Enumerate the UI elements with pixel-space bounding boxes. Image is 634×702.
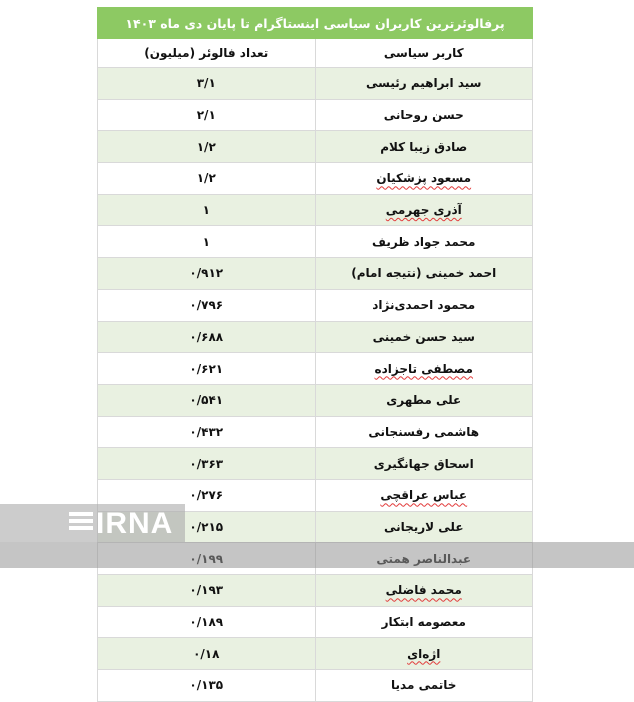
row-name: معصومه ابتکار: [315, 606, 533, 638]
row-name-text: مصطفی تاجزاده: [374, 361, 473, 376]
row-value: ۱: [98, 194, 316, 226]
row-name: محمود احمدی‌نژاد: [315, 289, 533, 321]
irna-watermark: [0, 504, 185, 568]
row-name-text: مسعود پزشکیان: [376, 171, 472, 186]
row-value: ۳/۱: [98, 68, 316, 100]
row-name: [315, 194, 533, 226]
table-row: [98, 99, 533, 131]
table-title-row: [98, 8, 533, 39]
row-name: [315, 575, 533, 607]
row-name: سید حسن خمینی: [315, 321, 533, 353]
row-name: محمد جواد ظریف: [315, 226, 533, 258]
table-row: [98, 353, 533, 385]
watermark-band: [0, 542, 634, 568]
row-value: ۲/۱: [98, 99, 316, 131]
table-row: [98, 194, 533, 226]
row-name-text: آذری جهرمی: [385, 203, 462, 218]
row-value: ۱/۲: [98, 163, 316, 195]
row-name: اسحاق جهانگیری: [315, 448, 533, 480]
table-row: [98, 68, 533, 100]
row-name: احمد خمینی (نتیجه امام): [315, 258, 533, 290]
row-name: علی لاریجانی: [315, 511, 533, 543]
row-value: ۰/۹۱۲: [98, 258, 316, 290]
row-name: علی مطهری: [315, 384, 533, 416]
row-value: ۰/۶۸۸: [98, 321, 316, 353]
table-row: [98, 226, 533, 258]
table-row: [98, 638, 533, 670]
table-row: [98, 258, 533, 290]
table-title: پرفالوئرترین کاربران سیاسی اینستاگرام تا پایان دی ماه ۱۴۰۳: [98, 8, 533, 39]
row-name-text: اژه‌ای: [407, 646, 441, 661]
row-name-text: عباس عراقچی: [380, 488, 468, 503]
table-row: [98, 575, 533, 607]
table-row: [98, 606, 533, 638]
table-row: [98, 448, 533, 480]
row-name: [315, 479, 533, 511]
row-value: ۰/۵۴۱: [98, 384, 316, 416]
row-value: ۰/۱۳۵: [98, 670, 316, 702]
row-name: خاتمی مدیا: [315, 670, 533, 702]
row-value: ۱/۲: [98, 131, 316, 163]
row-value: ۰/۳۶۳: [98, 448, 316, 480]
table-row: [98, 163, 533, 195]
row-value: ۰/۱۹۳: [98, 575, 316, 607]
row-name: هاشمی رفسنجانی: [315, 416, 533, 448]
row-name: حسن روحانی: [315, 99, 533, 131]
table-row: [98, 416, 533, 448]
column-header-user: کاربر سیاسی: [315, 39, 533, 68]
irna-logo-text: IRNA: [96, 507, 174, 540]
table-row: [98, 384, 533, 416]
row-value: ۰/۴۳۲: [98, 416, 316, 448]
irna-logo-icon: [69, 510, 95, 536]
table-row: [98, 321, 533, 353]
table-row: [98, 289, 533, 321]
follower-table: [97, 7, 533, 702]
follower-table-container: [97, 7, 533, 700]
row-name-text: محمد فاضلی: [385, 583, 462, 598]
row-value: ۰/۶۲۱: [98, 353, 316, 385]
column-header-followers: تعداد فالوئر (میلیون): [98, 39, 316, 68]
row-value: ۱: [98, 226, 316, 258]
row-name: [315, 353, 533, 385]
row-value: ۰/۷۹۶: [98, 289, 316, 321]
row-name: [315, 638, 533, 670]
table-header-row: [98, 39, 533, 68]
row-value: ۰/۲۱۵: [98, 511, 316, 543]
table-row: [98, 670, 533, 702]
row-name: صادق زیبا کلام: [315, 131, 533, 163]
table-row: [98, 131, 533, 163]
row-value: ۰/۱۸۹: [98, 606, 316, 638]
row-name: سید ابراهیم رئیسی: [315, 68, 533, 100]
row-value: ۰/۲۷۶: [98, 479, 316, 511]
row-name: [315, 163, 533, 195]
row-value: ۰/۱۸: [98, 638, 316, 670]
